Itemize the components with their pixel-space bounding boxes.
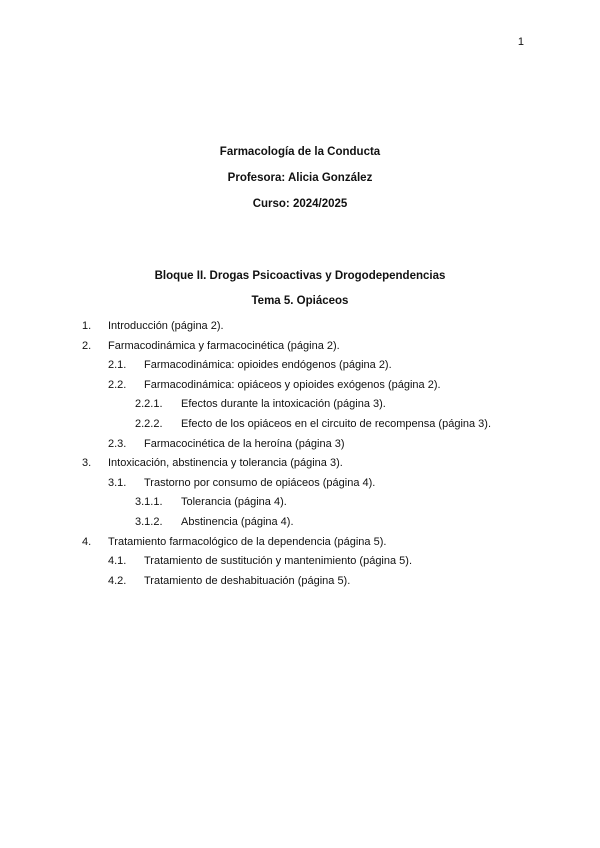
toc-item-text: Farmacodinámica: opioides endógenos (página 2). bbox=[144, 359, 392, 372]
toc-item bbox=[0, 359, 600, 379]
toc-item-number: 3.1.1. bbox=[135, 496, 163, 509]
toc-item-text: Farmacodinámica y farmacocinética (página 2). bbox=[108, 339, 340, 352]
toc-item bbox=[0, 477, 600, 497]
toc-item bbox=[0, 575, 600, 595]
toc-item-number: 4.2. bbox=[108, 574, 127, 587]
course-title: Farmacología de la Conducta bbox=[219, 146, 381, 158]
toc-item-text: Farmacocinética de la heroína (página 3) bbox=[144, 437, 345, 450]
toc-item bbox=[0, 418, 600, 438]
toc-item-text: Tratamiento de deshabituación (página 5). bbox=[144, 574, 351, 587]
toc-item-text: Introducción (página 2). bbox=[108, 320, 224, 332]
page-number: 1 bbox=[517, 36, 524, 48]
toc-item-number: 3.1. bbox=[108, 476, 127, 489]
toc-item bbox=[0, 438, 600, 458]
toc-item-text: Tratamiento de sustitución y mantenimiento (página 5). bbox=[144, 555, 413, 568]
toc-item bbox=[0, 516, 600, 536]
toc-item bbox=[0, 340, 600, 360]
toc-item bbox=[0, 536, 600, 556]
block-title: Bloque II. Drogas Psicoactivas y Drogodependencias bbox=[154, 270, 446, 282]
toc-item-number: 1. bbox=[82, 320, 92, 332]
table-of-contents bbox=[0, 320, 600, 594]
toc-item bbox=[0, 457, 600, 477]
professor-line: Profesora: Alicia González bbox=[227, 172, 373, 184]
toc-item-number: 4.1. bbox=[108, 555, 127, 568]
toc-item bbox=[0, 496, 600, 516]
toc-item-text: Tratamiento farmacológico de la dependencia (página 5). bbox=[108, 535, 387, 548]
toc-item-number: 2.2.2. bbox=[135, 417, 163, 430]
topic-title: Tema 5. Opiáceos bbox=[251, 295, 349, 307]
toc-item-text: Intoxicación, abstinencia y tolerancia (página 3). bbox=[108, 457, 343, 470]
toc-item bbox=[0, 398, 600, 418]
toc-item-number: 2.2.1. bbox=[135, 398, 163, 411]
toc-item bbox=[0, 555, 600, 575]
toc-item-text: Efecto de los opiáceos en el circuito de recompensa (página 3). bbox=[181, 417, 492, 430]
toc-item-text: Tolerancia (página 4). bbox=[181, 496, 287, 509]
toc-item-text: Efectos durante la intoxicación (página 3). bbox=[181, 398, 386, 411]
toc-item-text: Farmacodinámica: opiáceos y opioides exógenos (página 2). bbox=[144, 378, 441, 391]
toc-item-text: Trastorno por consumo de opiáceos (página 4). bbox=[144, 476, 376, 489]
toc-item-number: 3.1.2. bbox=[135, 515, 163, 528]
toc-item bbox=[0, 320, 600, 340]
toc-item-number: 2.2. bbox=[108, 378, 127, 391]
toc-item-number: 4. bbox=[82, 535, 92, 548]
toc-item-number: 2. bbox=[82, 339, 92, 352]
toc-item bbox=[0, 379, 600, 399]
toc-item-text: Abstinencia (página 4). bbox=[181, 515, 294, 528]
course-year: Curso: 2024/2025 bbox=[252, 198, 348, 210]
toc-item-number: 3. bbox=[82, 457, 92, 470]
toc-item-number: 2.3. bbox=[108, 437, 127, 450]
toc-item-number: 2.1. bbox=[108, 359, 127, 372]
